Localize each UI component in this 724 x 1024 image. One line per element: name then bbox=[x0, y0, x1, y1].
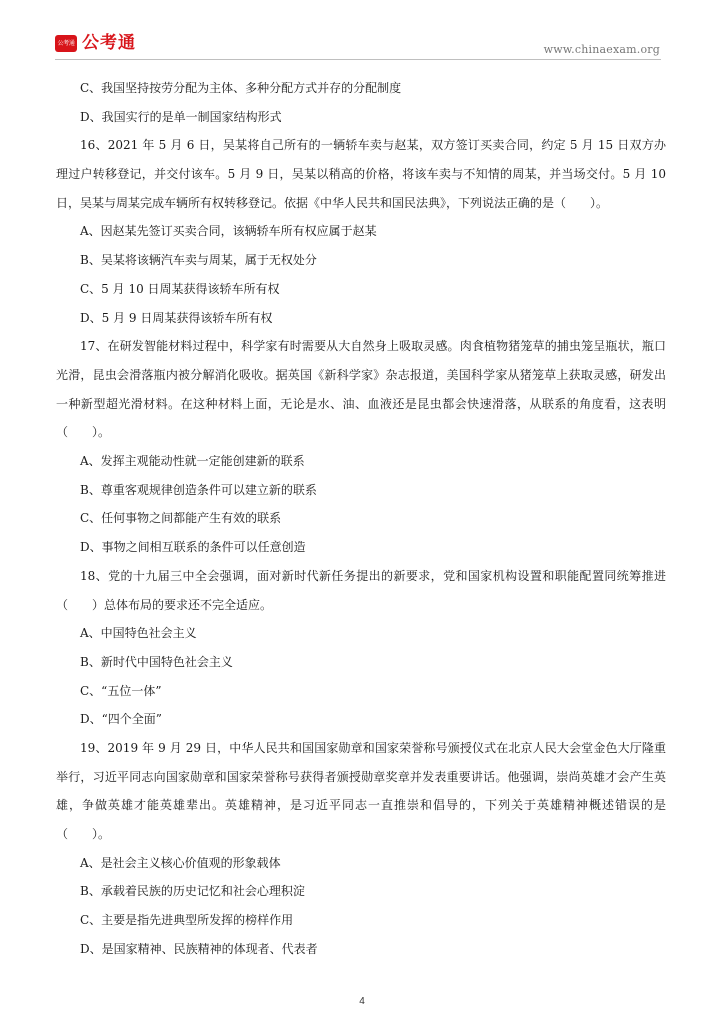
q19-option-d: D、是国家精神、民族精神的体现者、代表者 bbox=[80, 941, 318, 956]
q19-option-c: C、主要是指先进典型所发挥的榜样作用 bbox=[80, 913, 294, 928]
q19-option-a: A、是社会主义核心价值观的形象载体 bbox=[80, 855, 281, 870]
q17-option-b: B、尊重客观规律创造条件可以建立新的联系 bbox=[80, 482, 317, 497]
q19-option-b: B、承载着民族的历史记忆和社会心理积淀 bbox=[80, 884, 305, 899]
q18-option-c: C、“五位一体” bbox=[80, 683, 162, 698]
q18-option-b: B、新时代中国特色社会主义 bbox=[80, 654, 233, 669]
page-header bbox=[0, 0, 724, 62]
brand-logo[interactable] bbox=[55, 34, 136, 52]
logo-badge-icon: 公考通 bbox=[55, 35, 77, 52]
q17-option-c: C、任何事物之间都能产生有效的联系 bbox=[80, 511, 282, 526]
q16-option-b: B、吴某将该辆汽车卖与周某，属于无权处分 bbox=[80, 253, 317, 268]
q16-option-c: C、5 月 10 日周某获得该轿车所有权 bbox=[80, 281, 280, 296]
logo-text: 公考通 bbox=[82, 33, 136, 53]
q18-option-a: A、中国特色社会主义 bbox=[80, 626, 197, 641]
q15-option-d: D、我国实行的是单一制国家结构形式 bbox=[80, 109, 282, 124]
q18-option-d: D、“四个全面” bbox=[80, 712, 162, 727]
q15-option-c: C、我国坚持按劳分配为主体、多种分配方式并存的分配制度 bbox=[80, 81, 402, 95]
q16-option-a: A、因赵某先签订买卖合同，该辆轿车所有权应属于赵某 bbox=[80, 224, 377, 239]
header-divider bbox=[55, 59, 661, 60]
q18-stem: 18、党的十九届三中全会强调，面对新时代新任务提出的新要求，党和国家机构设置和职能配置同统筹推进（ ）总体布局的要求还不完全适应。 bbox=[56, 568, 666, 612]
q17-option-a: A、发挥主观能动性就一定能创建新的联系 bbox=[80, 454, 305, 469]
document-body bbox=[56, 74, 666, 964]
page-number: 4 bbox=[359, 996, 365, 1007]
q19-stem: 19、2019 年 9 月 29 日，中华人民共和国国家勋章和国家荣誉称号颁授仪式在北京人民大会堂金色大厅隆重举行，习近平同志向国家勋章和国家荣誉称号获得者颁授勋章奖章并发表重要讲话。他强调，崇尚英雄才会产生英雄，争做英雄才能英雄辈出。英雄精神，是习近平同志一直推崇和倡导的，下列关于英雄精神概述错误的是（ ）。 bbox=[56, 740, 666, 842]
q16-option-d: D、5 月 9 日周某获得该轿车所有权 bbox=[80, 310, 273, 325]
q17-stem: 17、在研发智能材料过程中，科学家有时需要从大自然身上吸取灵感。肉食植物猪笼草的捕虫笼呈瓶状，瓶口光滑，昆虫会滑落瓶内被分解消化吸收。据英国《新科学家》杂志报道，美国科学家从猪笼草上获取灵感，研发出一种新型超光滑材料。在这种材料上面，无论是水、油、血液还是昆虫都会快速滑落，从联系的角度看，这表明（ ）。 bbox=[56, 339, 666, 440]
q17-option-d: D、事物之间相互联系的条件可以任意创造 bbox=[80, 540, 306, 555]
q16-stem: 16、2021 年 5 月 6 日，吴某将自己所有的一辆轿车卖与赵某，双方签订买卖合同，约定 5 月 15 日双方办理过户转移登记，并交付该车。5 月 9 日，吴某以稍高的价格，将该车卖与不知情的周某，并当场交付。5 月 10 日，吴某与周某完成车辆所有权转移登记。依据《中华人民共和国民法典》，下列说法正确的是（ ）。 bbox=[56, 138, 666, 210]
site-url[interactable]: www.chinaexam.org bbox=[543, 43, 660, 56]
